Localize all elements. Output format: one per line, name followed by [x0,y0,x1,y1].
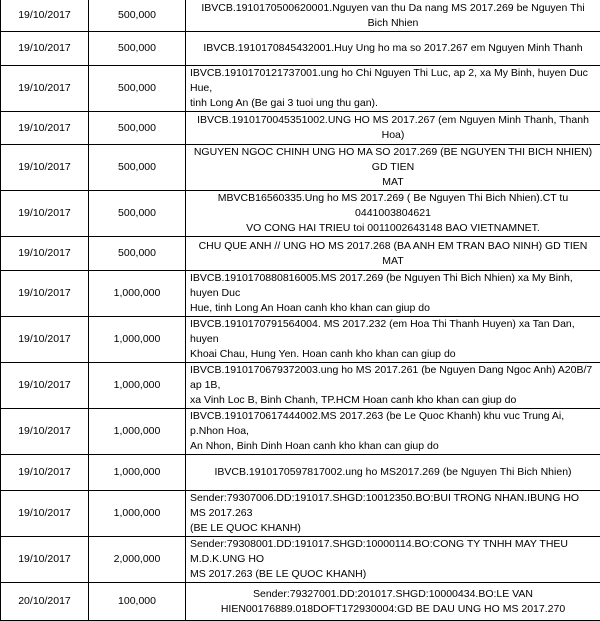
table-row [1,237,600,271]
amount-cell: 500,000 [89,66,186,112]
description-cell [186,66,600,112]
description-cell [186,32,600,66]
table-row [1,0,600,32]
description-line: CHU QUE ANH // UNG HO MS 2017.268 (BA ANH EM TRAN BAO NINH) GD TIEN MAT [199,240,588,267]
table-row [1,145,600,191]
table-row [1,271,600,317]
amount-cell: 500,000 [89,145,186,191]
description-line: IBVCB.1910170679372003.ung ho MS 2017.261 (be Nguyen Dang Ngoc Anh) A20B/7 ap 1B, [190,364,592,391]
amount-cell: 1,000,000 [89,409,186,455]
date-cell: 19/10/2017 [1,237,89,271]
date-cell: 19/10/2017 [1,66,89,112]
date-cell: 20/10/2017 [1,583,89,621]
description-cell [186,409,600,455]
description-line: IBVCB.1910170880816005.MS 2017.269 (be Nguyen Thi Bich Nhien) xa My Binh, huyen Duc [190,272,573,299]
description-line: IBVCB.1910170791564004. MS 2017.232 (em Hoa Thi Thanh Huyen) xa Tan Dan, huyen [190,318,575,345]
amount-cell: 1,000,000 [89,491,186,537]
date-cell: 19/10/2017 [1,409,89,455]
ledger-body [1,0,600,621]
description-line: IBVCB.1910170597817002.ung ho MS2017.269 (be Nguyen Thi Bich Nhien) [214,466,571,478]
description-line: HIEN00176889.018DOFT172930004:GD BE DAU UNG HO MS 2017.270 [221,603,565,615]
date-cell: 19/10/2017 [1,191,89,237]
description-line: NGUYEN NGOC CHINH UNG HO MA SO 2017.269 (BE NGUYEN THI BICH NHIEN) GD TIEN [194,146,592,173]
description-cell [186,537,600,583]
table-row [1,66,600,112]
table-row [1,409,600,455]
amount-cell: 1,000,000 [89,455,186,491]
date-cell: 19/10/2017 [1,32,89,66]
description-cell [186,112,600,145]
description-line: (BE LE QUOC KHANH) [190,522,301,534]
date-cell: 19/10/2017 [1,112,89,145]
table-row [1,191,600,237]
amount-cell: 1,000,000 [89,363,186,409]
description-line: IBVCB.1910170617444002.MS 2017.263 (be Le Quoc Khanh) khu vuc Trung Ai, p.Nhon Hoa, [190,410,564,437]
description-line: Sender:79307006.DD:191017.SHGD:10012350.BO:BUI TRONG NHAN.IBUNG HO MS 2017.263 [190,492,579,519]
description-line: Khoai Chau, Hung Yen. Hoan canh kho khan can giup do [190,348,456,360]
amount-cell: 500,000 [89,237,186,271]
description-line: IBVCB.1910170121737001.ung ho Chi Nguyen Thi Luc, ap 2, xa My Binh, huyen Duc Hue, [190,67,588,94]
table-row [1,363,600,409]
amount-cell: 500,000 [89,112,186,145]
date-cell: 19/10/2017 [1,537,89,583]
amount-cell: 100,000 [89,583,186,621]
description-cell [186,191,600,237]
description-line: IBVCB.1910170500620001.Nguyen van thu Da nang MS 2017.269 be Nguyen Thi Bich Nhien [201,2,584,29]
table-row [1,583,600,621]
description-cell [186,583,600,621]
description-cell [186,237,600,271]
description-line: MBVCB16560335.Ung ho MS 2017.269 ( Be Nguyen Thi Bich Nhien).CT tu 0441003804621 [218,192,568,219]
date-cell: 19/10/2017 [1,455,89,491]
description-cell [186,145,600,191]
date-cell: 19/10/2017 [1,0,89,32]
description-line: IBVCB.1910170045351002.UNG HO MS 2017.267 (em Nguyen Minh Thanh, Thanh Hoa) [197,114,589,141]
table-row [1,112,600,145]
description-line: xa Vinh Loc B, Binh Chanh, TP.HCM Hoan canh kho khan can giup do [190,394,516,406]
description-line: Sender:79308001.DD:191017.SHGD:10000114.BO:CONG TY TNHH MAY THEU M.D.K.UNG HO [190,538,568,565]
description-cell [186,491,600,537]
description-cell [186,317,600,363]
table-row [1,32,600,66]
table-row [1,455,600,491]
description-line: VO CONG HAI TRIEU toi 0011002643148 BAO VIETNAMNET. [246,222,540,234]
description-cell [186,0,600,32]
description-line: MAT [382,176,403,188]
table-row [1,491,600,537]
description-line: IBVCB.1910170845432001.Huy Ung ho ma so 2017.267 em Nguyen Minh Thanh [203,42,582,54]
amount-cell: 500,000 [89,32,186,66]
description-line: An Nhon, Binh Dinh Hoan canh kho khan can giup do [190,440,439,452]
description-line: tinh Long An (Be gai 3 tuoi ung thu gan). [190,97,378,109]
date-cell: 19/10/2017 [1,363,89,409]
table-row [1,537,600,583]
amount-cell: 500,000 [89,191,186,237]
description-cell [186,455,600,491]
description-line: MS 2017.263 (BE LE QUOC KHANH) [190,568,366,580]
description-cell [186,271,600,317]
description-line: Hue, tinh Long An Hoan canh kho khan can giup do [190,302,430,314]
date-cell: 19/10/2017 [1,271,89,317]
description-line: Sender:79327001.DD:201017.SHGD:10000434.BO:LE VAN [253,588,533,600]
amount-cell: 1,000,000 [89,317,186,363]
table-row [1,317,600,363]
amount-cell: 1,000,000 [89,271,186,317]
date-cell: 19/10/2017 [1,317,89,363]
date-cell: 19/10/2017 [1,145,89,191]
amount-cell: 500,000 [89,0,186,32]
date-cell: 19/10/2017 [1,491,89,537]
description-cell [186,363,600,409]
amount-cell: 2,000,000 [89,537,186,583]
